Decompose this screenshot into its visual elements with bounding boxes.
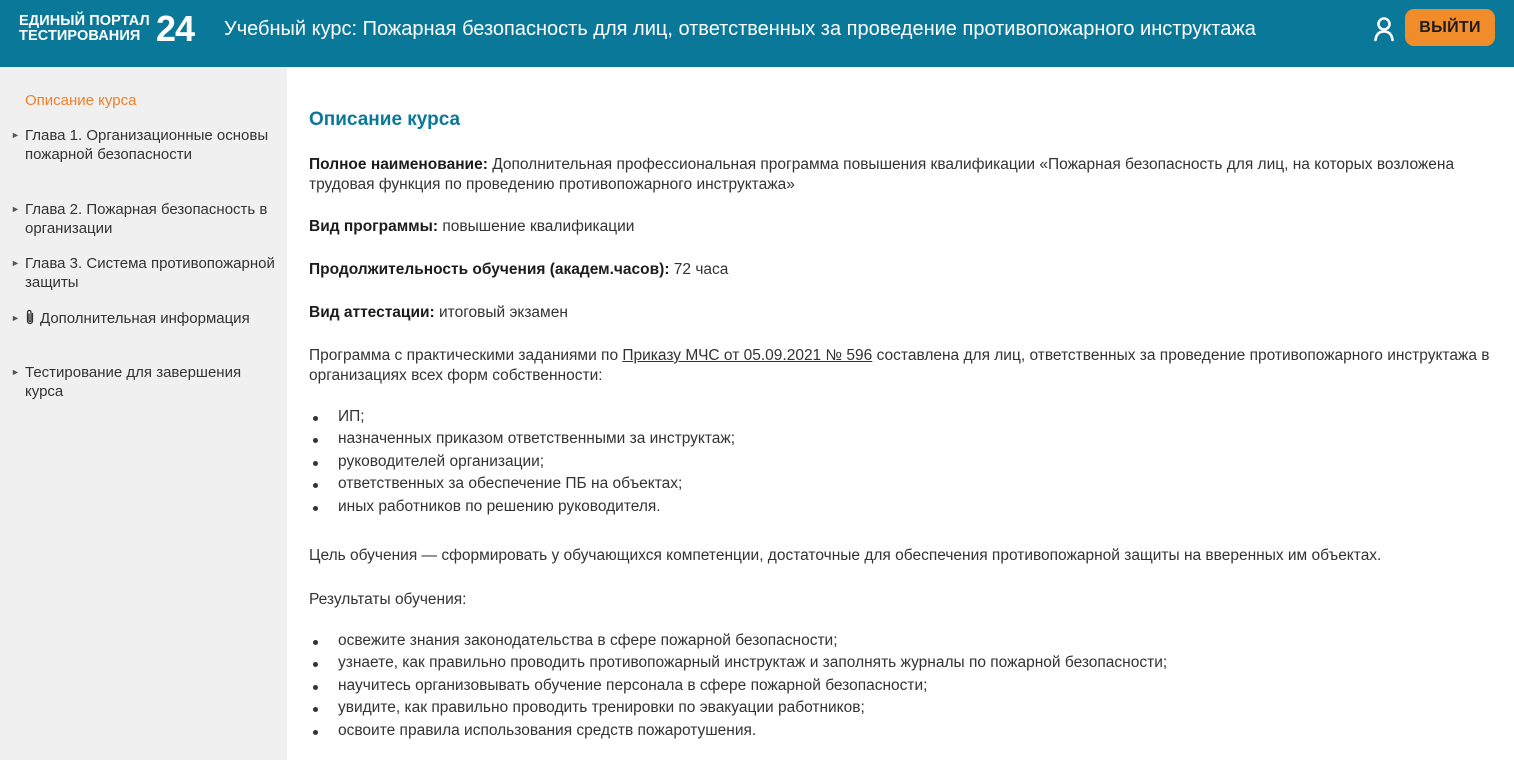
sidebar-item-final-test[interactable] [11,363,275,401]
program-text-before: Программа с практическими заданиями по [309,347,619,364]
logo-text [19,14,159,44]
course-sidebar [0,67,287,760]
sidebar-item-chapter-2[interactable] [11,200,275,238]
program-type-paragraph [309,217,1504,237]
course-title: Учебный курс: Пожарная безопасность для лиц, ответственных за проведение противопожарного инструктажа [224,18,1256,40]
list-item: освежите знания законодательства в сфере пожарной безопасности; [309,630,1167,652]
sidebar-item-additional-info[interactable] [11,309,275,328]
logo-line-1: ЕДИНЫЙ ПОРТАЛ [19,13,150,29]
list-item: назначенных приказом ответственными за инструктаж; [309,428,735,450]
logo-line-2: ТЕСТИРОВАНИЯ [19,28,141,44]
duration-label: Продолжительность обучения (академ.часов): [309,261,670,278]
chevron-right-icon: ► [11,313,20,323]
sidebar-item-label: Глава 1. Организационные основы пожарной безопасности [25,127,269,163]
top-bar [0,0,1514,67]
program-text-after: составлена для лиц, ответственных за проведение противопожарного инструктажа в организациях всех форм собственности: [309,347,1490,384]
program-text-paragraph [309,346,1504,385]
program-type-value: повышение квалификации [442,218,635,235]
results-list [309,630,1167,742]
sidebar-item-label: Описание курса [25,92,137,109]
full-name-paragraph [309,155,1504,194]
sidebar-item-label: Тестирование для завершения курса [25,364,242,400]
list-item: ответственных за обеспечение ПБ на объектах; [309,473,735,495]
full-name-value: Дополнительная профессиональная программа повышения квалификации «Пожарная безопасность для лиц, на которых возложена трудовая функция по проведению противопожарного инструктажа» [309,156,1455,193]
user-icon[interactable] [1372,16,1396,42]
sidebar-item-chapter-1[interactable] [11,126,275,164]
audience-list [309,406,735,518]
logout-button[interactable]: ВЫЙТИ [1405,9,1495,46]
chevron-right-icon: ► [11,258,20,268]
order-link[interactable]: Приказу МЧС от 05.09.2021 № 596 [622,347,873,364]
list-item: узнаете, как правильно проводить противопожарный инструктаж и заполнять журналы по пожарной безопасности; [309,652,1167,674]
sidebar-item-label: Глава 3. Система противопожарной защиты [25,255,275,291]
sidebar-item-label: Дополнительная информация [40,310,250,327]
chevron-right-icon: ► [11,367,20,377]
paperclip-icon [25,309,35,325]
sidebar-item-description[interactable] [25,91,275,110]
list-item: освоите правила использования средств пожаротушения. [309,720,1167,742]
goal-paragraph: Цель обучения — сформировать у обучающихся компетенции, достаточные для обеспечения противопожарной защиты на вверенных им объектах. [309,547,1382,564]
duration-paragraph [309,260,1504,280]
chevron-right-icon: ► [11,130,20,140]
attestation-label: Вид аттестации: [309,304,435,321]
list-item: увидите, как правильно проводить тренировки по эвакуации работников; [309,697,1167,719]
chevron-right-icon: ► [11,204,20,214]
results-label: Результаты обучения: [309,591,467,608]
sidebar-item-chapter-3[interactable] [11,254,275,292]
page-title: Описание курса [309,109,461,130]
sidebar-item-label: Глава 2. Пожарная безопасность в организации [25,201,268,237]
list-item: иных работников по решению руководителя. [309,496,735,518]
full-name-label: Полное наименование: [309,156,488,173]
program-type-label: Вид программы: [309,218,439,235]
duration-value: 72 часа [673,261,729,278]
list-item: руководителей организации; [309,451,735,473]
list-item: ИП; [309,406,735,428]
logo-number: 24 [156,8,195,49]
list-item: научитесь организовывать обучение персонала в сфере пожарной безопасности; [309,675,1167,697]
attestation-paragraph [309,303,1504,323]
attestation-value: итоговый экзамен [438,304,568,321]
